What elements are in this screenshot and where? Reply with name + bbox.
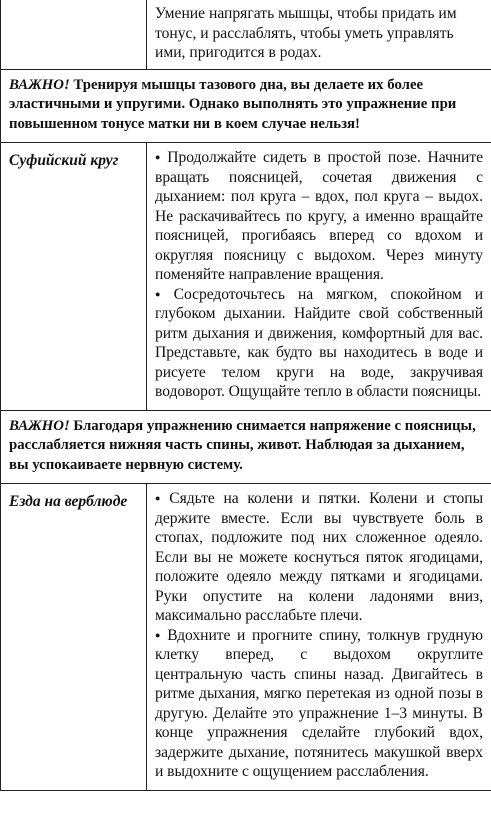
exercise-name-cell <box>1 143 147 411</box>
exercise-step: ● Вдохните и прогните спину, толкнув грудную клетку вперед, с выдохом округлите центральную часть спины назад. Двигайтесь в ритме дыхания, мягко перетекая из одной позы в другую. Делайте это упражнение 1–3 минуты. В конце упражнения сделайте глубокий вдох, задержите дыхание, потянитесь макушкой вверх и выдохните с ощущением расслабления. <box>155 626 483 782</box>
exercise-step: ● Продолжайте сидеть в простой позе. Начните вращать поясницей, сочетая движения с дыханием: пол круга – вдох, пол круга – выдох. Не раскачивайтесь по кругу, а именно вращайте поясницей, прогибаясь вперед со вдохом и округляя поясницу с выдохом. Через минуту поменяйте направление вращения. <box>155 148 483 285</box>
important-note <box>1 411 491 484</box>
empty-name-cell <box>1 0 147 69</box>
important-note-row <box>1 69 491 143</box>
exercise-description <box>147 484 491 790</box>
continuation-text: Умение напрягать мышцы, чтобы придать им тонус, и расслаблять, чтобы уметь управлять ими, пригодится в родах. <box>155 5 457 61</box>
important-note-cell <box>1 410 491 484</box>
exercise-name-cell <box>1 484 147 791</box>
exercise-name: Езда на верблюде <box>9 493 128 510</box>
continuation-row <box>1 0 491 69</box>
important-note <box>1 70 491 143</box>
exercise-step: ● Сосредоточьтесь на мягком, спокойном и глубоком дыхании. Найдите свой собственный ритм дыхания и движения, комфортный для вас. Представьте, как будто вы находитесь в воде и рисуете телом круги на воде, закручивая водоворот. Ощущайте тепло в области поясницы. <box>155 285 483 402</box>
exercise-description-cell <box>147 143 491 411</box>
important-note-row <box>1 410 491 484</box>
exercise-description <box>147 143 491 410</box>
important-note-text: Благодаря упражнению снимается напряжение с поясницы, расслабляется нижняя часть спины, живот. Наблюдая за дыханием, вы успокаиваете нервную систему. <box>9 417 476 473</box>
exercise-step: ● Сядьте на колени и пятки. Колени и стопы держите вместе. Если вы чувствуете боль в стопах, подложите под них сложенное одеяло. Если вы не можете коснуться пяток ягодицами, положите одеяло между пятками и ягодицами. Руки опустите на колени ладонями вниз, максимально расслабьте плечи. <box>155 489 483 626</box>
continuation-cell <box>147 0 491 69</box>
exercise-row <box>1 143 491 411</box>
exercise-row <box>1 484 491 791</box>
exercise-description-cell <box>147 484 491 791</box>
important-note-cell <box>1 69 491 143</box>
important-label: ВАЖНО! <box>9 76 70 93</box>
exercise-name: Суфийский круг <box>9 152 119 169</box>
important-label: ВАЖНО! <box>9 417 70 434</box>
important-note-text: Тренируя мышцы тазового дна, вы делаете их более эластичными и упругими. Однако выполнять это упражнение при повышенном тонусе матки ни в коем случае нельзя! <box>9 76 457 132</box>
